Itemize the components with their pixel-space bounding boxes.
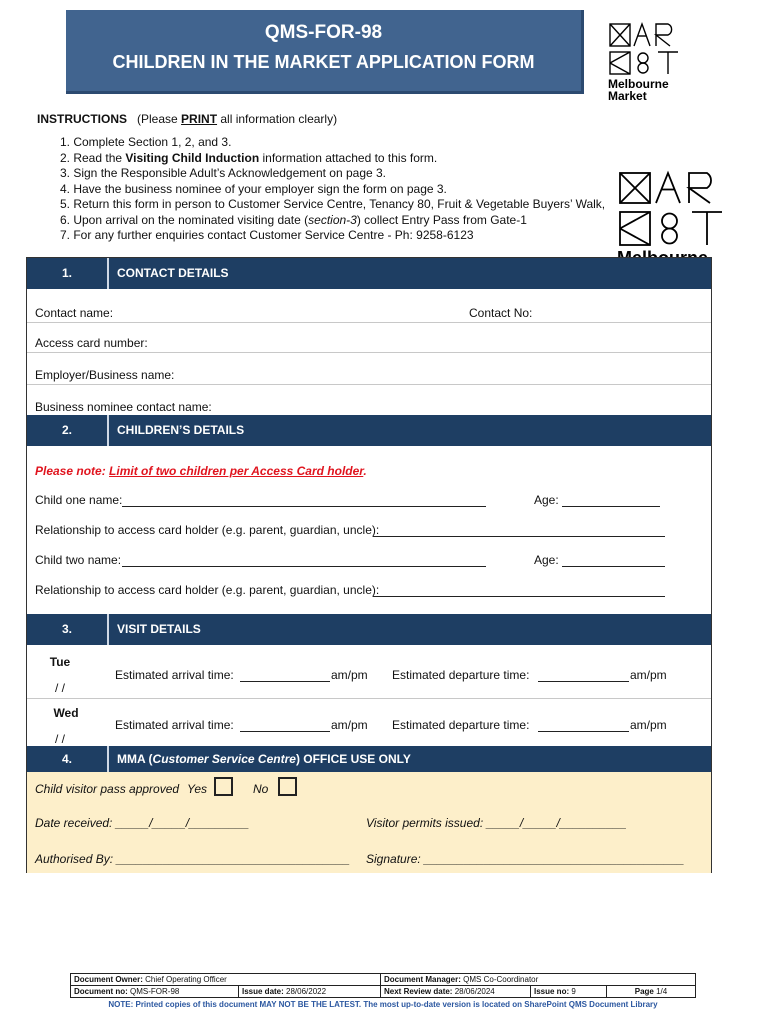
step-7: 7. For any further enquiries contact Customer Service Centre - Ph: 9258-6123 <box>60 228 474 242</box>
date-received-field[interactable]: Date received: _____/_____/_________ <box>35 816 250 830</box>
visit-day-wed: Wed <box>53 706 79 720</box>
instruction-steps <box>60 135 605 244</box>
instructions-print: PRINT <box>181 112 218 126</box>
footer-table <box>70 973 696 998</box>
logo-text-melbourne: Melbourne <box>608 77 669 91</box>
section-2-number: 2. <box>27 415 109 446</box>
child-one-age-label: Age: <box>534 493 559 507</box>
step-5: 5. Return this form in person to Customer Service Centre, Tenancy 80, Fruit & Vegetable Buyers’ Walk, <box>60 197 606 211</box>
tue-arrival-ampm: am/pm <box>331 668 368 682</box>
section-4-header <box>27 746 711 772</box>
section-2-title: CHILDREN’S DETAILS <box>117 423 245 437</box>
employer-label: Employer/Business name: <box>35 368 175 382</box>
logo-text-market: Market <box>608 89 647 103</box>
visit-date-wed[interactable]: / / <box>54 732 65 746</box>
melbourne-market-logo <box>608 22 684 102</box>
child-one-input[interactable] <box>122 506 486 507</box>
contact-name-row[interactable] <box>27 289 711 323</box>
contact-no-label: Contact No: <box>469 306 533 320</box>
section-3-header <box>27 614 711 645</box>
child-one-relationship-input[interactable] <box>373 536 665 537</box>
visit-date-tue[interactable]: / / <box>54 681 65 695</box>
footer-docno: Document no: QMS-FOR-98 <box>71 986 239 998</box>
pass-approved-label: Child visitor pass approved <box>35 782 180 796</box>
child-one-label: Child one name: <box>35 493 123 507</box>
market-logo-icon <box>608 22 684 76</box>
title-banner <box>66 10 584 94</box>
step-2: 2. Read the Visiting Child Induction information attached to this form. <box>60 150 438 165</box>
section-4-number: 4. <box>27 746 109 772</box>
approved-yes-label: Yes <box>187 782 208 796</box>
signature-field[interactable]: Signature: _______________________________________ <box>366 852 685 866</box>
wed-arrival-input[interactable] <box>240 731 330 732</box>
application-form <box>26 257 712 873</box>
children-limit-note: Please note: Limit of two children per Access Card holder. <box>35 464 367 478</box>
footer-issue-date: Issue date: 28/06/2022 <box>239 986 381 998</box>
access-card-label: Access card number: <box>35 336 148 350</box>
form-title: CHILDREN IN THE MARKET APPLICATION FORM <box>112 52 535 72</box>
melbourne-market-logo-large <box>617 170 731 256</box>
tue-arrival-input[interactable] <box>240 681 330 682</box>
step-4: 4. Have the business nominee of your employer sign the form on page 3. <box>60 181 447 196</box>
wed-departure-input[interactable] <box>538 731 629 732</box>
tue-departure-label: Estimated departure time: <box>392 668 530 682</box>
visit-day-tue: Tue <box>49 655 71 669</box>
section-1-header <box>27 258 711 289</box>
wed-arrival-ampm: am/pm <box>331 718 368 732</box>
footer-issue-no: Issue no: 9 <box>531 986 607 998</box>
step-6: 6. Upon arrival on the nominated visiting date (section-3) collect Entry Pass from Gate-1 <box>60 212 527 227</box>
footer-review-date: Next Review date: 28/06/2024 <box>381 986 531 998</box>
footer-note: NOTE: Printed copies of this document MAY NOT BE THE LATEST. The most up-to-date version is located on SharePoint QMS Document Library <box>108 1000 658 1009</box>
contact-name-label: Contact name: <box>35 306 114 320</box>
section-1-number: 1. <box>27 258 109 289</box>
market-logo-large-icon <box>617 170 731 248</box>
instructions-lead: (Please <box>137 112 182 126</box>
wed-departure-ampm: am/pm <box>630 718 667 732</box>
section-4-title: MMA (Customer Service Centre) OFFICE USE ONLY <box>117 752 411 766</box>
nominee-row[interactable] <box>27 385 711 415</box>
visit-divider <box>27 698 711 699</box>
section-3-number: 3. <box>27 614 109 645</box>
authorised-by-field[interactable]: Authorised By: ___________________________________ <box>35 852 350 866</box>
section-3-title: VISIT DETAILS <box>117 622 201 636</box>
child-two-label: Child two name: <box>35 553 122 567</box>
nominee-label: Business nominee contact name: <box>35 400 212 414</box>
child-one-relationship-label: Relationship to access card holder (e.g. parent, guardian, uncle): <box>35 523 380 537</box>
document-footer <box>70 973 696 1009</box>
office-use-panel <box>27 772 711 873</box>
employer-row[interactable] <box>27 353 711 385</box>
instructions-heading: INSTRUCTIONS <box>37 112 127 126</box>
child-two-age-input[interactable] <box>562 566 665 567</box>
instructions-lead-end: all information clearly) <box>217 112 338 126</box>
section-2-header <box>27 415 711 446</box>
footer-owner: Document Owner: Chief Operating Officer <box>71 974 381 986</box>
tue-arrival-label: Estimated arrival time: <box>115 668 234 682</box>
doc-code: QMS-FOR-98 <box>264 22 383 43</box>
child-two-input[interactable] <box>122 566 486 567</box>
tue-departure-input[interactable] <box>538 681 629 682</box>
child-two-relationship-input[interactable] <box>373 596 665 597</box>
tue-departure-ampm: am/pm <box>630 668 667 682</box>
access-card-row[interactable] <box>27 323 711 353</box>
visitor-permits-field[interactable]: Visitor permits issued: _____/_____/__________ <box>366 816 627 830</box>
child-one-age-input[interactable] <box>562 506 660 507</box>
footer-manager: Document Manager: QMS Co-Coordinator <box>381 974 696 986</box>
section-1-title: CONTACT DETAILS <box>117 266 229 280</box>
step-1: 1. Complete Section 1, 2, and 3. <box>60 135 232 149</box>
child-two-age-label: Age: <box>534 553 559 567</box>
footer-page: Page 1/4 <box>607 986 696 998</box>
approved-no-checkbox[interactable] <box>278 777 297 796</box>
step-3: 3. Sign the Responsible Adult’s Acknowledgement on page 3. <box>60 166 387 180</box>
child-two-relationship-label: Relationship to access card holder (e.g. parent, guardian, uncle): <box>35 583 380 597</box>
instructions-line <box>37 112 337 126</box>
wed-arrival-label: Estimated arrival time: <box>115 718 234 732</box>
wed-departure-label: Estimated departure time: <box>392 718 530 732</box>
approved-no-label: No <box>253 782 269 796</box>
approved-yes-checkbox[interactable] <box>214 777 233 796</box>
